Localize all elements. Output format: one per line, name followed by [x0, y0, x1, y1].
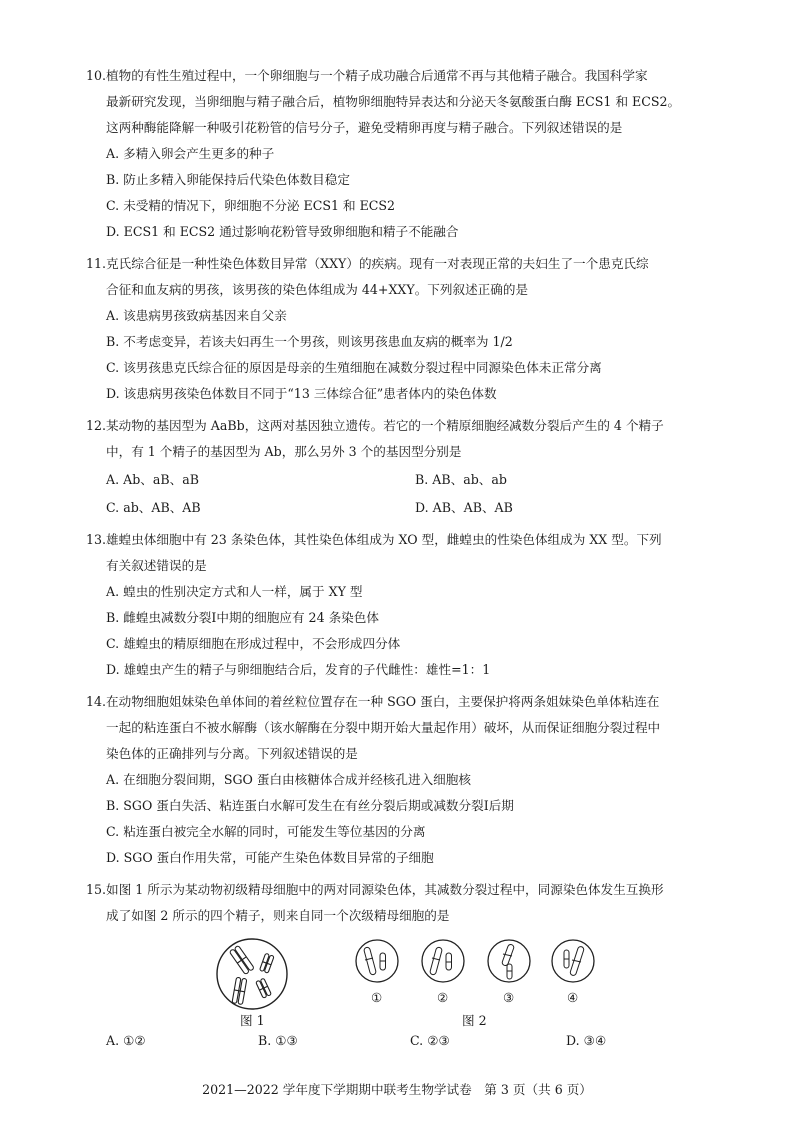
page-footer: 2021—2022 学年度下学期期中联考生物学试卷 第 3 页（共 6 页） — [202, 1082, 592, 1097]
q14-stem-line-1: 14.在动物细胞姐妹染色单体间的着丝粒位置存在一种 SGO 蛋白，主要保护将两条姐妹染色单体粘连在 — [86, 694, 660, 709]
q10-option-c: C. 未受精的情况下，卵细胞不分泌 ECS1 和 ECS2 — [106, 198, 396, 213]
q11-stem-line-1: 11.克氏综合征是一种性染色体数目异常（XXY）的疾病。现有一对表现正常的夫妇生了一个患克氏综 — [86, 256, 649, 271]
q10-option-a: A. 多精入卵会产生更多的种子 — [106, 146, 275, 161]
q14-stem-line-2: 一起的粘连蛋白不被水解酶（该水解酶在分裂中期开始大量起作用）破坏，从而保证细胞分裂过程中 — [106, 720, 661, 735]
sperm-label-3: ③ — [503, 990, 515, 1005]
q12-option-a: A. Ab、aB、aB — [106, 472, 199, 487]
q15-stem-line-2: 成了如图 2 所示的四个精子，则来自同一个次级精母细胞的是 — [106, 908, 450, 923]
q11-stem-line-2: 合征和血友病的男孩，该男孩的染色体组成为 44+XXY。下列叙述正确的是 — [106, 282, 529, 297]
q12-option-b: B. AB、ab、ab — [415, 472, 507, 487]
q14-option-a: A. 在细胞分裂间期，SGO 蛋白由核糖体合成并经核孔进入细胞核 — [106, 772, 471, 787]
q12-stem-line-1: 12.某动物的基因型为 AaBb，这两对基因独立遗传。若它的一个精原细胞经减数分裂后产生的 4 个精子 — [86, 418, 664, 433]
q15-stem-line-1: 15.如图 1 所示为某动物初级精母细胞中的两对同源染色体，其减数分裂过程中，同源染色体发生互换形 — [86, 882, 664, 897]
q15-option-d: D. ③④ — [566, 1033, 607, 1048]
q14-option-b: B. SGO 蛋白失活、粘连蛋白水解可发生在有丝分裂后期或减数分裂Ⅰ后期 — [106, 798, 514, 813]
q10-stem-line-1: 10.植物的有性生殖过程中，一个卵细胞与一个精子成功融合后通常不再与其他精子融合。我国科学家 — [86, 68, 648, 83]
q10-stem-line-3: 这两种酶能降解一种吸引花粉管的信号分子，避免受精卵再度与精子融合。下列叙述错误的是 — [106, 120, 623, 135]
q11-option-d: D. 该患病男孩染色体数目不同于“13 三体综合征”患者体内的染色体数 — [106, 386, 497, 401]
q12-stem-line-2: 中，有 1 个精子的基因型为 Ab，那么另外 3 个的基因型分别是 — [106, 444, 462, 459]
q11-option-b: B. 不考虑变异，若该夫妇再生一个男孩，则该男孩患血友病的概率为 1/2 — [106, 334, 513, 349]
q13-option-c: C. 雄蝗虫的精原细胞在形成过程中，不会形成四分体 — [106, 636, 401, 651]
q15-option-c: C. ②③ — [410, 1033, 450, 1048]
q14-option-d: D. SGO 蛋白作用失常，可能产生染色体数目异常的子细胞 — [106, 850, 434, 865]
sperm-label-2: ② — [437, 990, 449, 1005]
q10-option-d: D. ECS1 和 ECS2 通过影响花粉管导致卵细胞和精子不能融合 — [106, 224, 459, 239]
q13-option-d: D. 雄蝗虫产生的精子与卵细胞结合后，发育的子代雌性：雄性=1：1 — [106, 662, 491, 677]
q13-option-a: A. 蝗虫的性别决定方式和人一样，属于 XY 型 — [106, 584, 363, 599]
q11-option-c: C. 该男孩患克氏综合征的原因是母亲的生殖细胞在减数分裂过程中同源染色体未正常分离 — [106, 360, 602, 375]
figure-1-caption: 图 1 — [240, 1013, 265, 1028]
sperm-label-1: ① — [371, 990, 383, 1005]
sperm-label-4: ④ — [567, 990, 579, 1005]
q13-stem-line-2: 有关叙述错误的是 — [106, 558, 207, 573]
q12-option-c: C. ab、AB、AB — [106, 500, 201, 515]
q15-option-a: A. ①② — [106, 1033, 146, 1048]
figure-2-caption: 图 2 — [462, 1013, 487, 1028]
sperm-cell-4 — [550, 938, 596, 984]
q10-stem-line-2: 最新研究发现，当卵细胞与精子融合后，植物卵细胞特异表达和分泌天冬氨酸蛋白酶 ECS1 和 ECS2。 — [106, 94, 681, 109]
q14-option-c: C. 粘连蛋白被完全水解的同时，可能发生等位基因的分离 — [106, 824, 426, 839]
sperm-cell-1 — [354, 938, 400, 984]
sperm-cell-2 — [420, 938, 466, 984]
q11-option-a: A. 该患病男孩致病基因来自父亲 — [106, 308, 287, 323]
q13-option-b: B. 雌蝗虫减数分裂Ⅰ中期的细胞应有 24 条染色体 — [106, 610, 379, 625]
q14-stem-line-3: 染色体的正确排列与分离。下列叙述错误的是 — [106, 746, 358, 761]
sperm-cell-3 — [486, 938, 532, 984]
q15-option-b: B. ①③ — [258, 1033, 298, 1048]
figure-1-spermatocyte — [214, 936, 290, 1012]
q13-stem-line-1: 13.雄蝗虫体细胞中有 23 条染色体，其性染色体组成为 XO 型，雌蝗虫的性染色体组成为 XX 型。下列 — [86, 532, 662, 547]
q12-option-d: D. AB、AB、AB — [415, 500, 513, 515]
q10-option-b: B. 防止多精入卵能保持后代染色体数目稳定 — [106, 172, 350, 187]
